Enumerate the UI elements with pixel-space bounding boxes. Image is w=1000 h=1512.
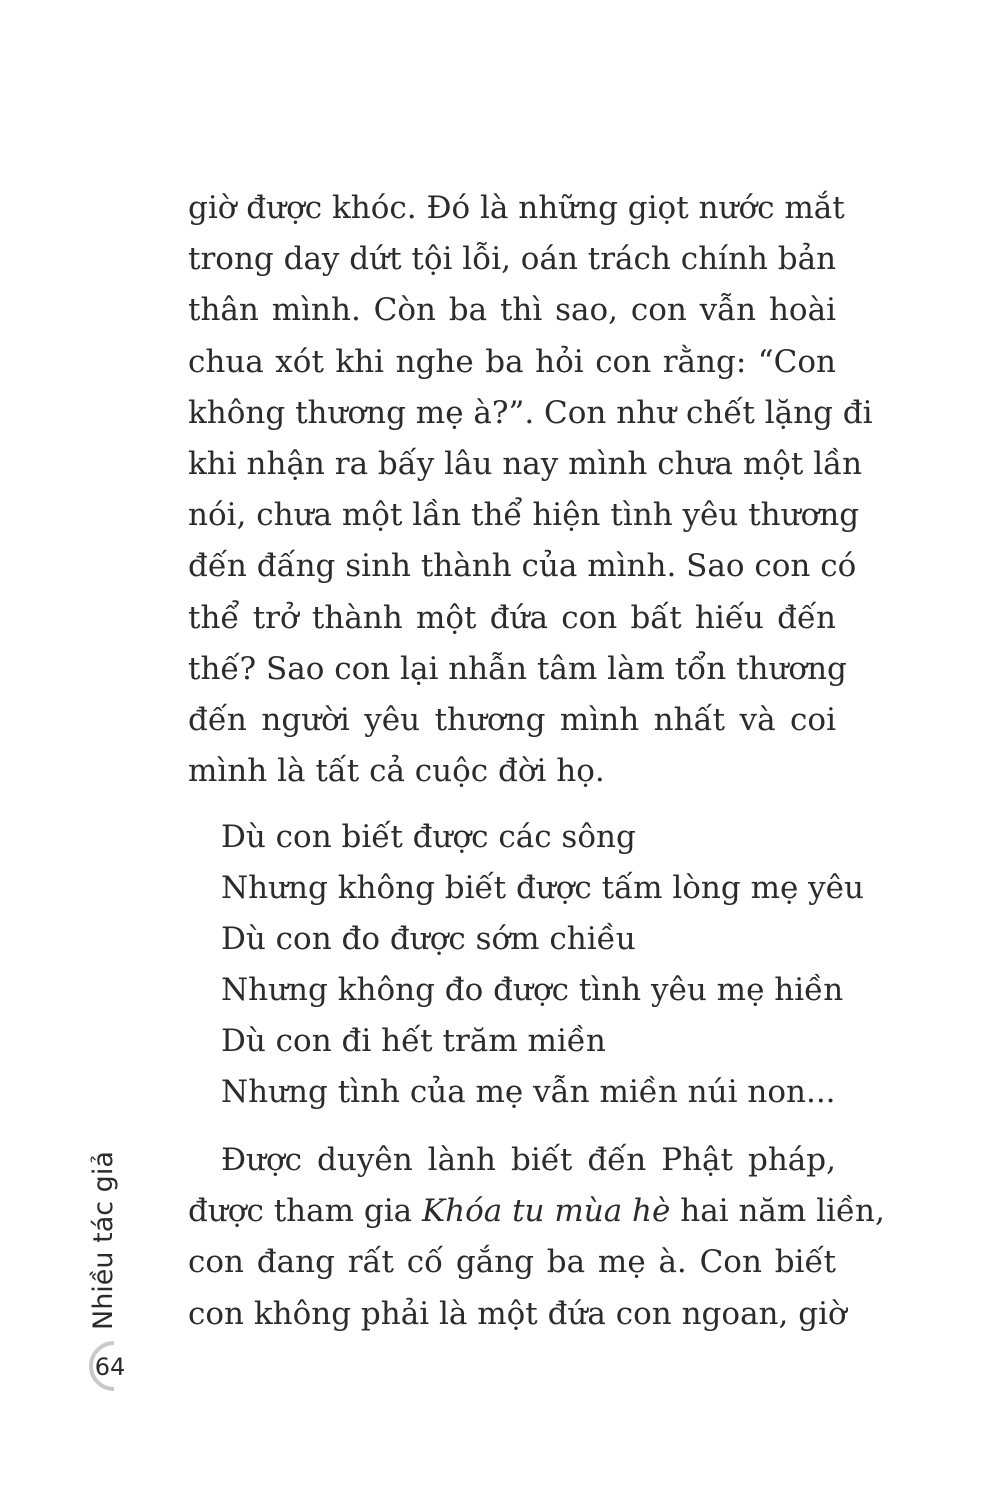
paragraph-line: con không phải là một đứa con ngoan, giờ — [188, 1295, 847, 1332]
poem-line: Nhưng không biết được tấm lòng mẹ yêu — [221, 870, 864, 906]
paragraph-line: chua xót khi nghe ba hỏi con rằng: “Con — [188, 343, 836, 380]
paragraph-line: thế? Sao con lại nhẫn tâm làm tổn thương — [188, 650, 847, 687]
paragraph-line: khi nhận ra bấy lâu nay mình chưa một lần — [188, 445, 863, 482]
paragraph-line — [188, 1186, 885, 1237]
poem-line: Dù con biết được các sông — [221, 819, 636, 855]
paragraph-line: nói, chưa một lần thể hiện tình yêu thương — [188, 497, 860, 534]
paragraph-line: con đang rất cố gắng ba mẹ à. Con biết — [188, 1244, 836, 1281]
paragraph-line: thể trở thành một đứa con bất hiếu đến — [188, 599, 836, 636]
paragraph-line: giờ được khóc. Đó là những giọt nước mắt — [188, 190, 845, 226]
line-text: hai năm liền, — [670, 1193, 885, 1230]
poem-line: Nhưng tình của mẹ vẫn miền núi non... — [221, 1074, 836, 1110]
paragraph-line: Được duyên lành biết đến Phật pháp, — [221, 1142, 836, 1178]
poem-line: Dù con đo được sớm chiều — [221, 921, 636, 957]
poem-line: Dù con đi hết trăm miền — [221, 1023, 606, 1059]
paragraph-1 — [188, 183, 873, 797]
paragraph-line: đến đấng sinh thành của mình. Sao con có — [188, 548, 857, 585]
paragraph-line: mình là tất cả cuộc đời họ. — [188, 753, 605, 790]
line-text: được tham gia — [188, 1193, 422, 1230]
paragraph-line: không thương mẹ à?”. Con như chết lặng đi — [188, 394, 873, 431]
paragraph-line: trong day dứt tội lỗi, oán trách chính bản — [188, 241, 837, 278]
paragraph-line: đến người yêu thương mình nhất và coi — [188, 701, 836, 738]
poem — [221, 812, 864, 1118]
page-number-label: 64 — [94, 1353, 126, 1381]
page-number — [84, 1340, 136, 1392]
paragraph-line: thân mình. Còn ba thì sao, con vẫn hoài — [188, 292, 836, 329]
italic-title: Khóa tu mùa hè — [421, 1193, 671, 1230]
running-title: Nhiều tác giả — [88, 1151, 119, 1330]
paragraph-2 — [188, 1135, 885, 1340]
poem-line: Nhưng không đo được tình yêu mẹ hiền — [221, 972, 844, 1008]
